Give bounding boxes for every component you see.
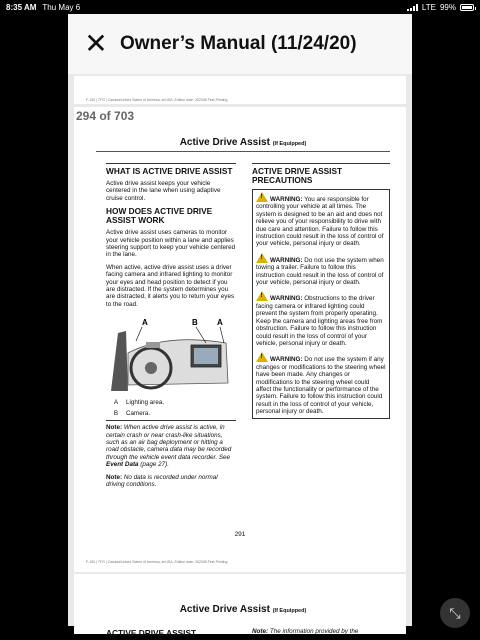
next-manual-page [74, 574, 406, 638]
status-time: 8:35 AM [6, 2, 37, 12]
status-date: Thu May 6 [42, 2, 81, 12]
exit-fullscreen-icon: ⤡ [449, 604, 461, 621]
warning-icon [256, 192, 268, 202]
divider [106, 420, 236, 421]
legend-row-b [106, 410, 236, 417]
close-icon: ✕ [84, 28, 108, 59]
previous-page-strip [74, 76, 406, 104]
dashboard-illustration [106, 313, 236, 393]
heading-what-is: WHAT IS ACTIVE DRIVE ASSIST [106, 166, 233, 176]
figure-label-b: B [192, 318, 198, 328]
note-text: When active drive assist is active, in certain crash or near crash-like situations, such as an air bag deployment or hitting a road obstacle, camera data may be recorded through the vehicle event data recorder. See [106, 424, 232, 461]
legend-value: Lighting area. [126, 399, 165, 407]
status-bar [0, 0, 480, 14]
legend-row-a [106, 399, 236, 406]
section-title-suffix: (If Equipped) [272, 141, 307, 147]
exit-fullscreen-button[interactable] [440, 598, 470, 628]
signal-icon [407, 4, 418, 11]
network-label: LTE [421, 2, 436, 12]
battery-percent: 99% [439, 2, 456, 12]
note-text: No data is recorded under normal driving conditions. [106, 473, 218, 488]
warning-label: WARNING: [270, 196, 303, 203]
divider [252, 163, 390, 164]
warning-icon [256, 291, 268, 301]
legend-key: B [113, 409, 119, 417]
figure-label-a2: A [217, 318, 223, 328]
note-text: The information provided by the [268, 628, 359, 635]
paragraph-cameras: Active drive assist uses cameras to monitor your vehicle position within a lane and applies steering support to keep your vehicle centered in the lane. [106, 229, 236, 259]
dashboard-figure [106, 313, 236, 393]
section-title [96, 137, 390, 152]
note-page-ref: (page 27). [138, 461, 170, 469]
warning-text: You are responsible for controlling your vehicle at all times. The system is designed to be an aid and does not relieve you of your responsibility to drive with due care and attention. Failure to follow this instruction could result in the loss of control of your vehicle, personal injury or death. [256, 196, 384, 248]
heading-how-works: HOW DOES ACTIVE DRIVE ASSIST WORK [106, 206, 213, 226]
manual-viewer[interactable] [68, 14, 412, 638]
warning-label: WARNING: [270, 256, 303, 264]
next-note-partial [252, 628, 358, 635]
right-column [252, 163, 390, 419]
print-meta-bottom: F-150 | TFG | Canada/United States of America, enUSA, Edition date: 202008 First-Printing [86, 560, 228, 564]
event-data-link[interactable]: Event Data [106, 461, 139, 469]
warning-text: Obstructions to the driver facing camera or infrared lighting could prevent the system from properly operating. Keep the camera and lighting areas free from obstruction. Failure to follow this instruction could result in the loss of control of your vehicle, personal injury or death. [256, 295, 383, 347]
warning-item [256, 192, 386, 248]
warning-label: WARNING: [270, 295, 303, 303]
battery-level [462, 6, 472, 9]
warnings-box [252, 189, 390, 419]
manual-page [74, 107, 406, 572]
heading-precautions: ACTIVE DRIVE ASSIST PRECAUTIONS [252, 166, 343, 185]
divider [106, 163, 236, 164]
left-column [106, 163, 236, 493]
paragraph-intro: Active drive assist keeps your vehicle centered in the lane when using adaptive cruise control. [106, 180, 221, 202]
viewer-header [68, 14, 412, 74]
next-section-title-text: Active Drive Assist [179, 604, 270, 615]
close-button[interactable] [74, 14, 118, 74]
legend-value: Camera. [126, 409, 151, 417]
paragraph-monitoring: When active, active drive assist uses a driver facing camera and infrared lighting to monitor your eyes and head position to detect if you are distracted. If the system determines you are distracted, it alerts you to return your eyes to the road. [106, 263, 235, 308]
warning-label: WARNING: [270, 356, 303, 364]
warning-icon [256, 352, 268, 362]
warning-text: Do not use the system when towing a trailer. Failure to follow this instruction could result in the loss of control of your vehicle, personal injury or death. [256, 256, 384, 287]
warning-item [256, 253, 386, 287]
warning-icon [256, 253, 268, 263]
warning-item [256, 352, 386, 415]
print-meta-top: F-150 | TFG | Canada/United States of America, enUSA, Edition date: 202008 First-Printing [86, 98, 228, 102]
page-title: Owner’s Manual (11/24/20) [120, 33, 357, 54]
note-label: Note: [252, 628, 269, 635]
warning-text: Do not use the system if any changes or modifications to the steering wheel have been made. Any changes or modifications to the steering wheel could affect the functionality or performance of the system. Failure to follow this instruction could result in the loss of control of your vehicle, personal injury or death. [256, 356, 386, 416]
note-event-data [106, 424, 236, 468]
note-label: Note: [106, 424, 123, 432]
status-indicators [407, 3, 474, 12]
page-counter: 294 of 703 [76, 109, 135, 123]
page-number: 291 [234, 531, 246, 538]
next-section-title-suffix: (If Equipped) [272, 608, 307, 614]
section-title-text: Active Drive Assist [179, 137, 270, 148]
next-heading-partial: ACTIVE DRIVE ASSIST [106, 628, 197, 638]
note-label: Note: [106, 473, 123, 481]
next-section-title [96, 604, 390, 615]
warning-item [256, 291, 386, 347]
legend-key: A [113, 399, 119, 407]
note-no-data [106, 474, 236, 489]
battery-icon [460, 4, 474, 11]
figure-label-a1: A [142, 318, 148, 328]
